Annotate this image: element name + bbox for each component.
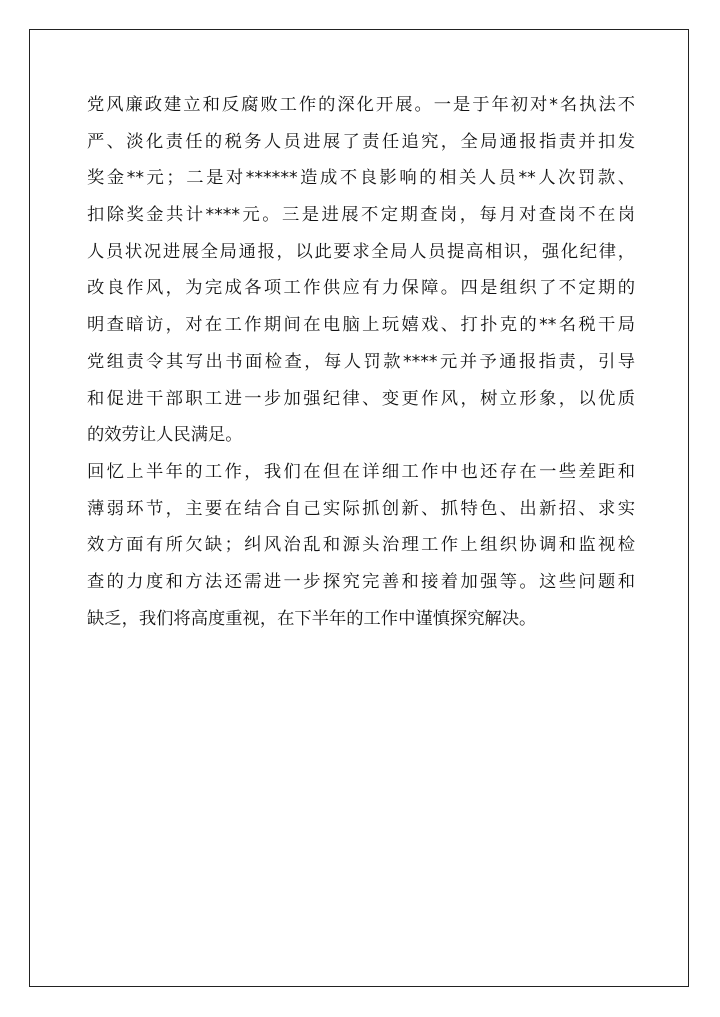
text-line: 回忆上半年的工作，我们在但在详细工作中也还存在一些差距和 bbox=[87, 461, 635, 482]
text-line: 效方面有所欠缺；纠风治乱和源头治理工作上组织协调和监视检 bbox=[87, 535, 635, 556]
text-line: 扣除奖金共计****元。三是进展不定期查岗，每月对查岗不在岗 bbox=[87, 205, 635, 226]
text-line: 明查暗访，对在工作期间在电脑上玩嬉戏、打扑克的**名税干局 bbox=[87, 315, 635, 336]
text-line: 党风廉政建立和反腐败工作的深化开展。一是于年初对*名执法不 bbox=[87, 95, 635, 115]
text-line: 党组责令其写出书面检查，每人罚款****元并予通报指责，引导 bbox=[87, 351, 635, 372]
text-line: 奖金**元；二是对******造成不良影响的相关人员**人次罚款、 bbox=[87, 168, 635, 189]
text-line: 和促进干部职工进一步加强纪律、变更作风，树立形象，以优质 bbox=[87, 388, 635, 409]
text-line: 改良作风，为完成各项工作供应有力保障。四是组织了不定期的 bbox=[87, 278, 635, 299]
text-line: 查的力度和方法还需进一步探究完善和接着加强等。这些问题和 bbox=[87, 571, 635, 592]
text-line: 严、淡化责任的税务人员进展了责任追究，全局通报指责并扣发 bbox=[87, 131, 635, 152]
paragraph-end-line: 缺乏，我们将高度重视，在下半年的工作中谨慎探究解决。 bbox=[87, 608, 537, 629]
text-line: 人员状况进展全局通报，以此要求全局人员提高相识，强化纪律， bbox=[87, 241, 635, 262]
paragraph-end-line: 的效劳让人民满足。 bbox=[87, 425, 243, 446]
document-body bbox=[87, 87, 635, 637]
text-line: 薄弱环节，主要在结合自己实际抓创新、抓特色、出新招、求实 bbox=[87, 498, 635, 519]
